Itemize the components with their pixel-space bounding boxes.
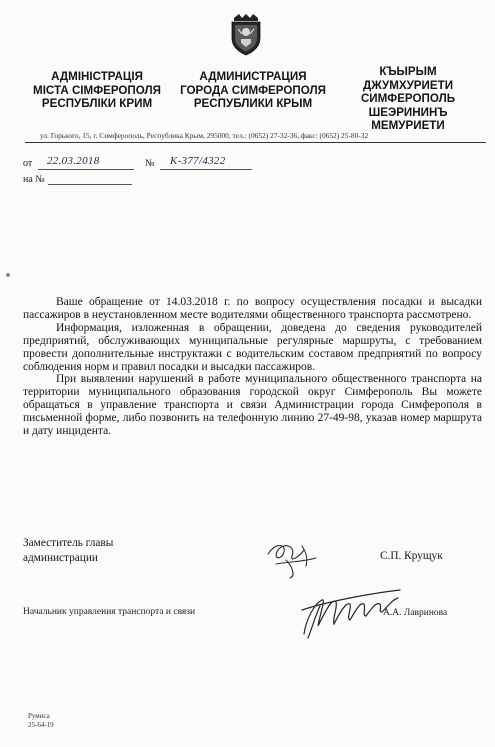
city-emblem-icon bbox=[229, 14, 263, 56]
number-label: № bbox=[145, 158, 155, 169]
org-name-russian: АДМИНИСТРАЦИЯ ГОРОДА СИМФЕРОПОЛЯ РЕСПУБЛИКИ КРЫМ bbox=[180, 70, 326, 110]
transport-head-title: Начальник управления транспорта и связи bbox=[23, 607, 196, 617]
date-underline bbox=[38, 169, 134, 170]
deputy-title-line1: Заместитель главы bbox=[23, 537, 114, 549]
paragraph-1: Ваше обращение от 14.03.2018 г. по вопросу осуществления посадки и высадки пассажиров в неустановленном месте водителями общественного транспорта рассмотрено. bbox=[23, 296, 482, 321]
letter-body bbox=[23, 296, 482, 438]
registration-number: К-377/4322 bbox=[170, 155, 226, 167]
executor-phone: 25-64-19 bbox=[28, 721, 54, 729]
number-underline bbox=[160, 169, 252, 170]
paragraph-2: Информация, изложенная в обращении, доведена до сведения руководителей предприятий, обслуживающих муниципальные регулярные маршруты, с требованием провести дополнительные инструктажи с водительским составом предприятий по вопросу соблюдения норм и правил посадки и высадки пассажиров. bbox=[23, 321, 482, 373]
reference-underline bbox=[48, 184, 132, 185]
executor-name: Румиса bbox=[28, 712, 50, 720]
registration-date: 22.03.2018 bbox=[47, 155, 100, 167]
punch-hole-mark bbox=[6, 273, 10, 277]
org-address: ул. Горького, 15, г. Симферополь, Республика Крым, 295000, тел.: (0652) 27-32-36, факс: (0652) 25-80-32 bbox=[40, 131, 369, 140]
deputy-name: С.П. Крущук bbox=[380, 550, 443, 562]
org-name-ukrainian: АДМІНІСТРАЦІЯ МІСТА СІМФЕРОПОЛЯ РЕСПУБЛІКИ КРИМ bbox=[33, 70, 161, 110]
deputy-title-line2: администрации bbox=[23, 552, 98, 564]
reference-label: на № bbox=[23, 174, 45, 185]
org-name-crimean-tatar: КЪЫРЫМ ДЖУМХУРИЕТИ СИМФЕРОПОЛЬ ШЕЭРИНИНЪ МЕМУРИЕТИ bbox=[360, 65, 456, 132]
date-label: от bbox=[23, 158, 33, 169]
transport-head-name: А.А. Лавринова bbox=[383, 608, 448, 618]
paragraph-3: При выявлении нарушений в работе муниципального общественного транспорта на территории муниципального образования городской округ Симферополь Вы можете обращаться в управление транспорта и связи Администрации города Симферополя в письменной форме, либо позвонить на телефонную линию 27-49-98, указав номер маршрута и дату инцидента. bbox=[23, 373, 482, 438]
deputy-signature bbox=[262, 536, 332, 581]
header-divider bbox=[25, 142, 486, 143]
